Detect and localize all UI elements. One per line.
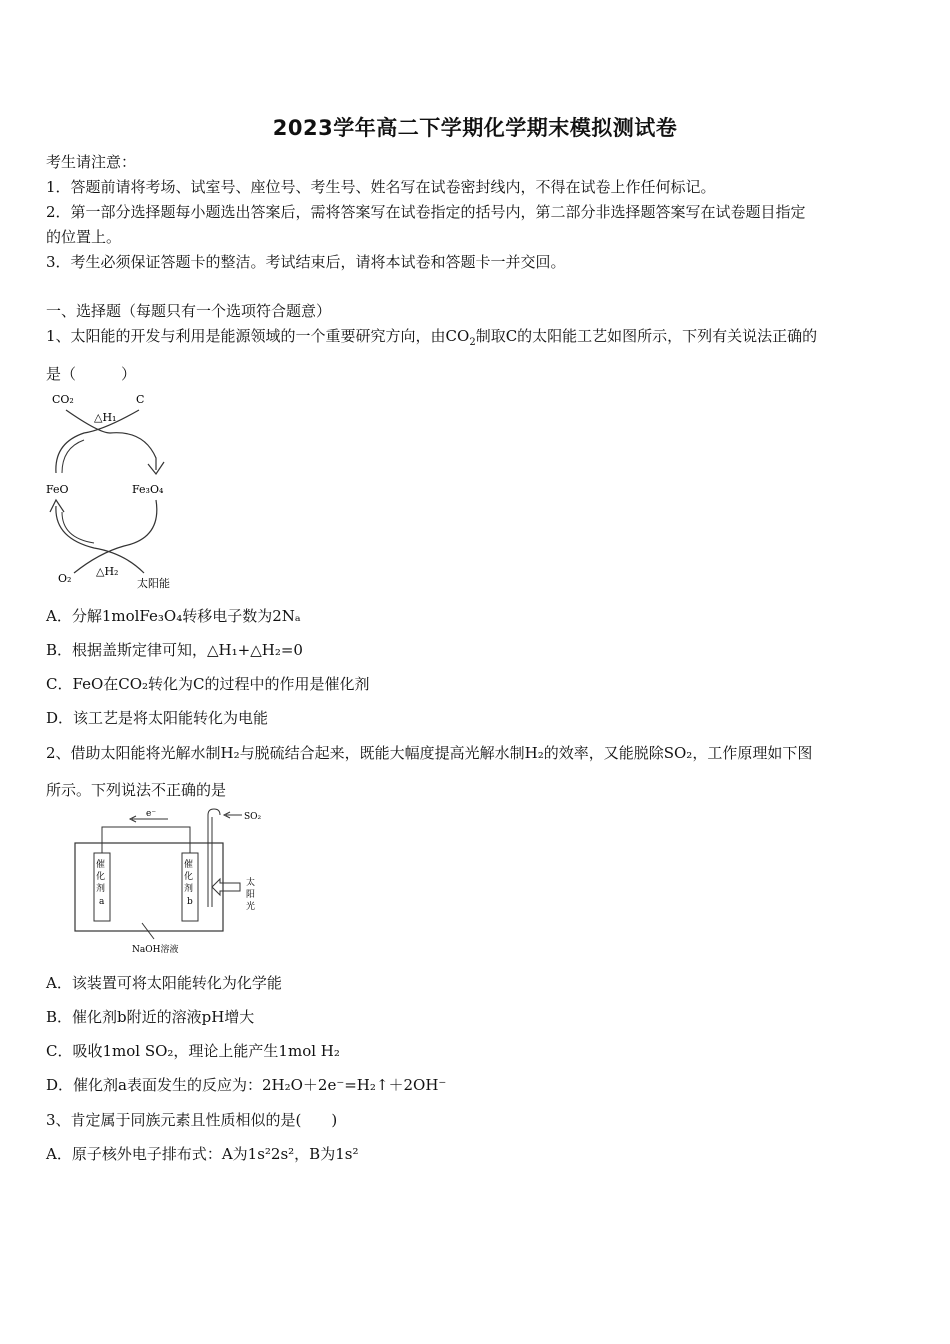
feo-label: FeO [46, 483, 69, 496]
sunlight-label-2: 阳 [246, 890, 256, 900]
upper-arc-inner [62, 440, 84, 473]
dh1-label: △H₁ [94, 411, 117, 424]
q1-option-c: C．FeO在CO₂转化为C的过程中的作用是催化剂 [46, 675, 370, 693]
co2-label: CO₂ [52, 393, 74, 406]
electron-label: e⁻ [146, 809, 157, 819]
o2-label: O₂ [58, 572, 72, 585]
notice-heading: 考生请注意： [46, 153, 137, 171]
q3-option-a: A．原子核外电子排布式：A为1s²2s²，B为1s² [46, 1145, 359, 1163]
notice-item-3: 3．考生必须保证答题卡的整洁。考试结束后，请将本试卷和答题卡一并交回。 [46, 253, 566, 271]
cat-b-char-3: 剂 [184, 884, 194, 894]
sunlight-arrow [212, 879, 240, 895]
page-title: 2023学年高二下学期化学期末模拟测试卷 [272, 116, 678, 140]
cat-a-char-2: 化 [96, 872, 106, 882]
so2-arrow [224, 812, 242, 818]
q1-stem-part-b: 制取C的太阳能工艺如图所示，下列有关说法正确的 [475, 327, 818, 345]
solar-label: 太阳能 [137, 577, 170, 590]
lower-arrow-head [50, 500, 64, 512]
sunlight-label-3: 光 [246, 902, 256, 912]
cat-b-char-1: 催 [184, 860, 194, 870]
notice-item-2-cont: 的位置上。 [46, 228, 122, 246]
cat-a-char-1: 催 [96, 860, 106, 870]
solution-label: NaOH溶液 [132, 945, 179, 955]
q1-option-a: A．分解1molFe₃O₄转移电子数为2Nₐ [46, 607, 301, 625]
q3-stem: 3、肯定属于同族元素且性质相似的是( ) [46, 1111, 338, 1129]
so2-label: SO₂ [244, 812, 262, 822]
cat-b-char-4: b [187, 897, 193, 907]
q2-option-c: C．吸收1mol SO₂，理论上能产生1mol H₂ [46, 1042, 340, 1060]
cat-a-char-4: a [99, 897, 105, 907]
cat-a-char-3: 剂 [96, 884, 106, 894]
q2-option-d: D．催化剂a表面发生的反应为：2H₂O＋2e⁻=H₂↑＋2OH⁻ [46, 1076, 447, 1094]
q2-option-b: B．催化剂b附近的溶液pH增大 [46, 1008, 255, 1026]
q2-option-a: A．该装置可将太阳能转化为化学能 [46, 974, 282, 992]
sunlight-label: 太 [246, 878, 256, 888]
q1-stem-end: 是（ ） [46, 365, 137, 383]
notice-item-2: 2．第一部分选择题每小题选出答案后，需将答案写在试卷指定的括号内，第二部分非选择题答案写在试卷题目指定 [46, 203, 806, 221]
q1-stem-part-a: 1、太阳能的开发与利用是能源领域的一个重要研究方向，由CO [46, 327, 470, 345]
q2-stem: 2、借助太阳能将光解水制H₂与脱硫结合起来，既能大幅度提高光解水制H₂的效率，又能脱除SO₂，工作原理如下图 [46, 744, 813, 762]
notice-item-1: 1．答题前请将考场、试室号、座位号、考生号、姓名写在试卷密封线内，不得在试卷上作任何标记。 [46, 178, 716, 196]
q2-apparatus-diagram [70, 805, 270, 955]
c-label: C [136, 393, 145, 406]
section-heading: 一、选择题（每题只有一个选项符合题意） [46, 302, 332, 320]
gas-tube [208, 809, 220, 907]
lower-arc-left [56, 506, 144, 573]
lower-arc [74, 500, 157, 573]
q1-stem: 1、太阳能的开发与利用是能源领域的一个重要研究方向，由$CO_2$制取C的太阳能工艺如图所示，下列有关说法正确的 [46, 327, 818, 348]
q2-stem-end: 所示。下列说法不正确的是 [46, 781, 227, 799]
cat-b-char-2: 化 [184, 872, 194, 882]
q1-option-b: B．根据盖斯定律可知，△H₁+△H₂=0 [46, 641, 303, 659]
q1-option-d: D．该工艺是将太阳能转化为电能 [46, 709, 269, 727]
lower-arc-inner [62, 512, 94, 543]
q1-cycle-diagram [44, 388, 194, 593]
dh2-label: △H₂ [96, 565, 119, 578]
wire [102, 827, 190, 853]
fe3o4-label: Fe₃O₄ [132, 483, 164, 496]
